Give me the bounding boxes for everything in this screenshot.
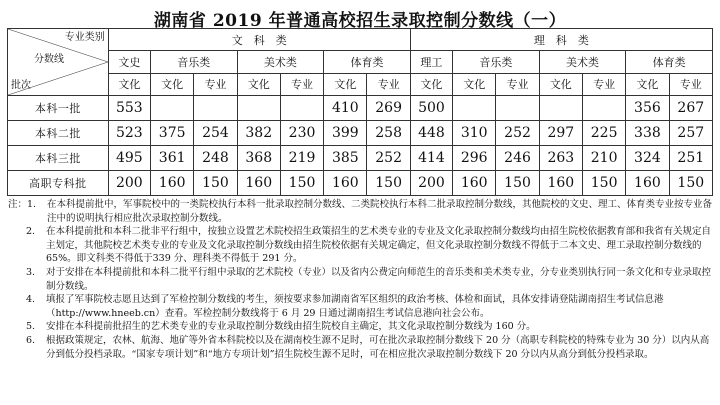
score-cell: 263 [539,146,582,171]
score-cell [582,96,625,121]
note-item [8,225,714,266]
note-number: 6. [26,334,36,346]
score-cell: 297 [539,121,582,146]
score-cell: 495 [108,146,150,171]
notes-label [8,320,26,334]
score-cell: 553 [108,96,150,121]
diag-batch-label: 批次 [11,80,31,91]
note-number: 1. [27,199,37,210]
score-cell: 356 [626,96,669,121]
score-cell: 375 [151,121,194,146]
score-cell: 160 [539,171,582,196]
note-number: 4. [26,294,36,306]
subheader-music-science: 音乐类 [453,51,540,73]
notes-label: 注： [8,199,28,210]
score-cell: 160 [237,171,280,196]
score-rows [8,96,713,196]
subheader-ligong: 理工 [410,51,452,73]
col-wenhua: 文化 [626,73,669,95]
score-cell: 251 [669,146,712,171]
score-cell [280,96,323,121]
col-zhuanye: 专业 [367,73,410,95]
diag-score-label: 分数线 [34,54,64,65]
note-text: 对于安排在本科提前批和本科二批平行组中录取的艺术院校（专业）以及省内公费定向师范生的音乐类和美术类专业，分专业类别执行同一条文化和专业录取控制分数线。 [46,266,712,292]
score-cell: 200 [108,171,150,196]
note-item [8,293,714,320]
science-header: 理 科 类 [410,29,712,51]
col-zhuanye: 专业 [194,73,237,95]
score-cell: 385 [324,146,367,171]
score-cell: 252 [496,121,539,146]
score-cell: 296 [453,146,496,171]
score-cell: 246 [496,146,539,171]
col-zhuanye: 专业 [582,73,625,95]
score-cell: 230 [280,121,323,146]
note-item [8,320,714,334]
score-cell: 160 [324,171,367,196]
score-cell: 160 [453,171,496,196]
col-wenhua: 文化 [108,73,150,95]
score-cell: 414 [410,146,452,171]
note-number: 2. [26,226,36,238]
score-cell: 399 [324,121,367,146]
score-cell: 225 [582,121,625,146]
batch-label: 本科三批 [8,146,109,171]
score-cell: 160 [626,171,669,196]
note-text: 在本科提前批和本科二批非平行组中，按独立设置艺术院校招生政策招生的艺术类专业的专业及文化录取控制分数线均由招生院校依据教育部和我省有关规定自主划定，其他院校艺术类专业的专业及文化录取控制分数线由招生院校依据有关规定确定，但文化录取控制分数线不得低于二本文史、理工录取控制分数线的 65%。即文科类不得低于339 分、理科类不得低于 291 分。 [46,226,712,265]
score-cell: 257 [669,121,712,146]
score-cell: 150 [280,171,323,196]
batch-label: 本科一批 [8,96,109,121]
table-row [8,171,713,196]
table-row [8,96,713,121]
note-text: 在本科提前批中，军事院校中的一类院校执行本科一批录取控制分数线、二类院校执行本科二批录取控制分数线，其他院校的文史、理工、体育类专业按专业备注中的说明执行相应批次录取控制分数线。 [47,199,713,224]
col-wenhua: 文化 [324,73,367,95]
col-wenhua: 文化 [539,73,582,95]
score-cell: 267 [669,96,712,121]
subheader-sports-arts: 体育类 [324,51,411,73]
col-zhuanye: 专业 [669,73,712,95]
score-cell: 210 [582,146,625,171]
subheader-wenshi: 文史 [108,51,150,73]
subheader-fine-arts-science: 美术类 [539,51,626,73]
note-text: 安排在本科提前批招生的艺术类专业的专业录取控制分数线由招生院校自主确定，其文化录取控制分数线为 160 分。 [46,321,536,333]
score-cell: 410 [324,96,367,121]
score-cell: 150 [194,171,237,196]
col-zhuanye: 专业 [280,73,323,95]
score-cell [237,96,280,121]
score-table [7,28,713,196]
diag-major-label: 专业类别 [64,32,105,43]
note-item [8,198,714,225]
score-cell [453,96,496,121]
score-cell: 248 [194,146,237,171]
score-cell: 269 [367,96,410,121]
note-number: 5. [26,321,36,333]
col-wenhua: 文化 [453,73,496,95]
score-cell: 361 [151,146,194,171]
score-cell: 150 [367,171,410,196]
note-number: 3. [26,266,36,278]
note-text: 填报了军事院校志愿且达到了军检控制分数线的考生，须按要求参加湖南省军区组织的政治考核、体检和面试，具体安排请登陆湖南招生考试信息港（http://www.hneeb.cn）查看。军检控制分数线将于 6 月 29 日通过湖南招生考试信息港向社会公布。 [46,294,664,319]
diagonal-header-cell [8,29,109,96]
notes-label [8,334,26,361]
notes-label [8,293,26,320]
score-cell: 219 [280,146,323,171]
score-cell: 160 [151,171,194,196]
score-cell: 523 [108,121,150,146]
score-cell: 150 [496,171,539,196]
score-cell: 324 [626,146,669,171]
score-cell: 252 [367,146,410,171]
note-item [8,334,714,361]
score-cell: 150 [669,171,712,196]
score-cell: 368 [237,146,280,171]
col-wenhua: 文化 [237,73,280,95]
score-cell: 150 [582,171,625,196]
table-row [8,121,713,146]
note-item [8,266,714,293]
score-cell: 200 [410,171,452,196]
arts-header: 文 科 类 [108,29,410,51]
score-cell [539,96,582,121]
subheader-music-arts: 音乐类 [151,51,238,73]
score-cell: 254 [194,121,237,146]
batch-label: 高职专科批 [8,171,109,196]
notes-label [8,266,26,293]
score-cell: 258 [367,121,410,146]
score-cell: 338 [626,121,669,146]
table-row [8,146,713,171]
score-cell: 310 [453,121,496,146]
score-cell: 448 [410,121,452,146]
subheader-sports-science: 体育类 [626,51,713,73]
score-cell: 382 [237,121,280,146]
notes-section [6,198,714,361]
subheader-fine-arts-arts: 美术类 [237,51,324,73]
col-wenhua: 文化 [151,73,194,95]
col-wenhua: 文化 [410,73,452,95]
note-text: 根据政策规定，农林、航海、地矿等外省本科院校以及在湖南校生源不足时，可在批次录取控制分数线下 20 分（高职专科院校的特殊专业为 30 分）以内从高分到低分投档录取。“国家专项计划”和“地方专项计划”招生院校生源不足时，可在相应批次录取控制分数线下 20 分以内从高分到低分投档录取。 [46,334,710,360]
batch-label: 本科二批 [8,121,109,146]
notes-label [8,225,26,266]
score-cell [194,96,237,121]
score-cell [496,96,539,121]
score-cell: 500 [410,96,452,121]
col-zhuanye: 专业 [496,73,539,95]
score-cell [151,96,194,121]
page-title: 湖南省 2019 年普通高校招生录取控制分数线（一） [153,11,567,31]
